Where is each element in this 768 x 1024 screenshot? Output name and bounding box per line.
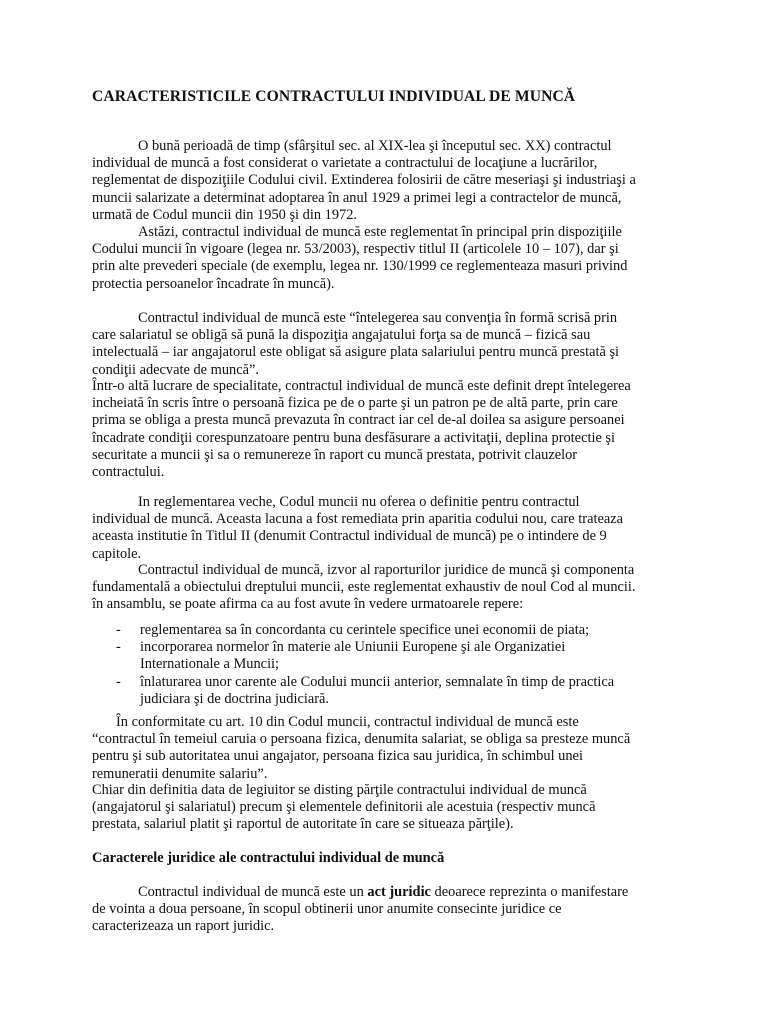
list-item (92, 674, 692, 708)
text-segment: deoarece reprezinta o manifestare (430, 884, 629, 900)
text-line: prin alte prevederi speciale (de exemplu, legea nr. 130/1999 ce reglementeaza masuri privind (92, 258, 628, 275)
text-line: remuneratii denumite salariu”. (92, 765, 268, 782)
paragraph-labor-code (92, 562, 680, 614)
text-line: reglementarea sa în concordanta cu cerintele specifice unei economii de piata; (140, 622, 590, 638)
list-item (92, 622, 692, 639)
text-line: capitole. (92, 545, 142, 562)
text-line: (angajatorul şi salariatul) precum şi elementele definitorii ale acestuia (respectiv muncă (92, 799, 596, 816)
text-line: judiciara şi de doctrina judiciară. (140, 690, 329, 707)
text-line: securitate a muncii şi sa o remunereze în raport cu muncă prestata, potrivit clauzelor (92, 446, 578, 463)
text-line: intelectuală – iar angajatorul este obligat să asigure plata salariului pentru muncă prestată şi (92, 344, 620, 361)
text-line: care salariatul se obligă să pună la dispoziţia angajatului forţa sa de muncă – fizică sau (92, 327, 591, 344)
bold-term: act juridic (367, 884, 431, 900)
text-line: de vointa a doua persoane, în scopul obtinerii unor anumite consecinte juridice ce (92, 901, 562, 918)
text-line: încadrate condiţii corespunzatoare pentru buna desfăsurare a activitaţii, deplina protectie şi (92, 429, 616, 446)
text-line: fundamentală a obiectului dreptului muncii, este reglementat exhaustiv de noul Cod al muncii. (92, 579, 636, 596)
text-line: urmată de Codul muncii din 1950 şi din 1972. (92, 206, 358, 223)
bullet-dash: - (116, 622, 121, 638)
text-line: O bună perioadă de timp (sfârşitul sec. al XIX-lea şi începutul sec. XX) contractul (138, 138, 612, 154)
paragraph-parties (92, 782, 680, 834)
text-line: În conformitate cu art. 10 din Codul muncii, contractul individual de muncă este (116, 714, 579, 730)
text-segment: Contractul individual de muncă este un (138, 884, 368, 900)
text-line: prima se obliga a presta muncă prevazuta în contract iar cel de-al doilea sa asigure persoanei (92, 412, 625, 429)
text-line: incorporarea normelor în materie ale Uniunii Europene şi ale Organizatiei (140, 639, 566, 656)
paragraph-history (92, 138, 680, 224)
text-line: Internationale a Muncii; (140, 656, 280, 673)
paragraph-article-10 (92, 714, 680, 783)
text-line: Astăzi, contractul individual de muncă este reglementat în principal prin dispoziţiile (138, 224, 622, 240)
text-line: “contractul în temeiul caruia o persoana fizica, denumita salariat, se obliga sa presteze muncă (92, 731, 631, 748)
text-line: prestata, salariul platit şi raportul de autoritate în care se situeaza părţile). (92, 816, 514, 833)
paragraph-specialty-definition (92, 378, 680, 481)
paragraph-current-regulation (92, 224, 680, 293)
text-line: Chiar din definitia data de legiuitor se disting părţile contractului individual de muncă (92, 782, 587, 798)
paragraph-old-regulation (92, 494, 680, 563)
text-line: pentru şi sub autoritatea unui angajator, persoana fizica sau juridica, în schimbul unei (92, 748, 583, 765)
list-item (92, 639, 692, 673)
document-title: CARACTERISTICILE CONTRACTULUI INDIVIDUAL DE MUNCĂ (92, 88, 576, 105)
text-line: înlaturarea unor carente ale Codului muncii anterior, semnalate în timp de practica (140, 673, 615, 690)
text-line: Contractul individual de muncă, izvor al raporturilor juridice de muncă şi componenta (138, 562, 635, 578)
text-line: muncii salarizate a determinat adoptarea în anul 1929 a primei legi a contractelor de muncă, (92, 189, 622, 206)
text-line: în ansamblu, se poate afirma ca au fost avute în vedere urmatoarele repere: (92, 596, 524, 613)
text-line (92, 884, 680, 901)
text-line: individual de muncă a fost considerat o varietate a contractului de locaţiune a lucrărilor, (92, 155, 598, 172)
text-line: incheiată în scris între o persoană fizica pe de o parte şi un patron pe de altă parte, prin care (92, 395, 618, 412)
text-line: condiţii adecvate de muncă”. (92, 361, 260, 378)
paragraph-legal-act (92, 884, 680, 936)
text-line: Contractul individual de muncă este “întelegerea sau convenţia în formă scrisă prin (138, 310, 618, 326)
text-line: protectia persoanelor încadrate în muncă). (92, 275, 335, 292)
text-line: reglementat de dispoziţiile Codului civil. Extinderea folosirii de către meseriaşi şi industriaşi a (92, 172, 636, 189)
paragraph-definition (92, 310, 680, 379)
section-heading: Caracterele juridice ale contractului individual de muncă (92, 850, 445, 866)
text-line: individual de muncă. Aceasta lacuna a fost remediata prin aparitia codului nou, care trateaza (92, 511, 624, 528)
text-line: Într-o altă lucrare de specialitate, contractul individual de muncă este definit drept întelegerea (92, 378, 631, 394)
text-line: contractului. (92, 464, 165, 481)
text-line: aceasta institutie în Titlul II (denumit Contractul individual de muncă) pe o intindere de 9 (92, 528, 607, 545)
text-line: In reglementarea veche, Codul muncii nu oferea o definitie pentru contractul (138, 494, 580, 510)
text-line: caracterizeaza un raport juridic. (92, 918, 275, 935)
text-line: Codului muncii în vigoare (legea nr. 53/2003), respectiv titlul II (articolele 10 – 107), dar şi (92, 241, 619, 258)
bullet-dash: - (116, 639, 121, 656)
bullet-list (92, 622, 692, 708)
bullet-dash: - (116, 673, 121, 690)
